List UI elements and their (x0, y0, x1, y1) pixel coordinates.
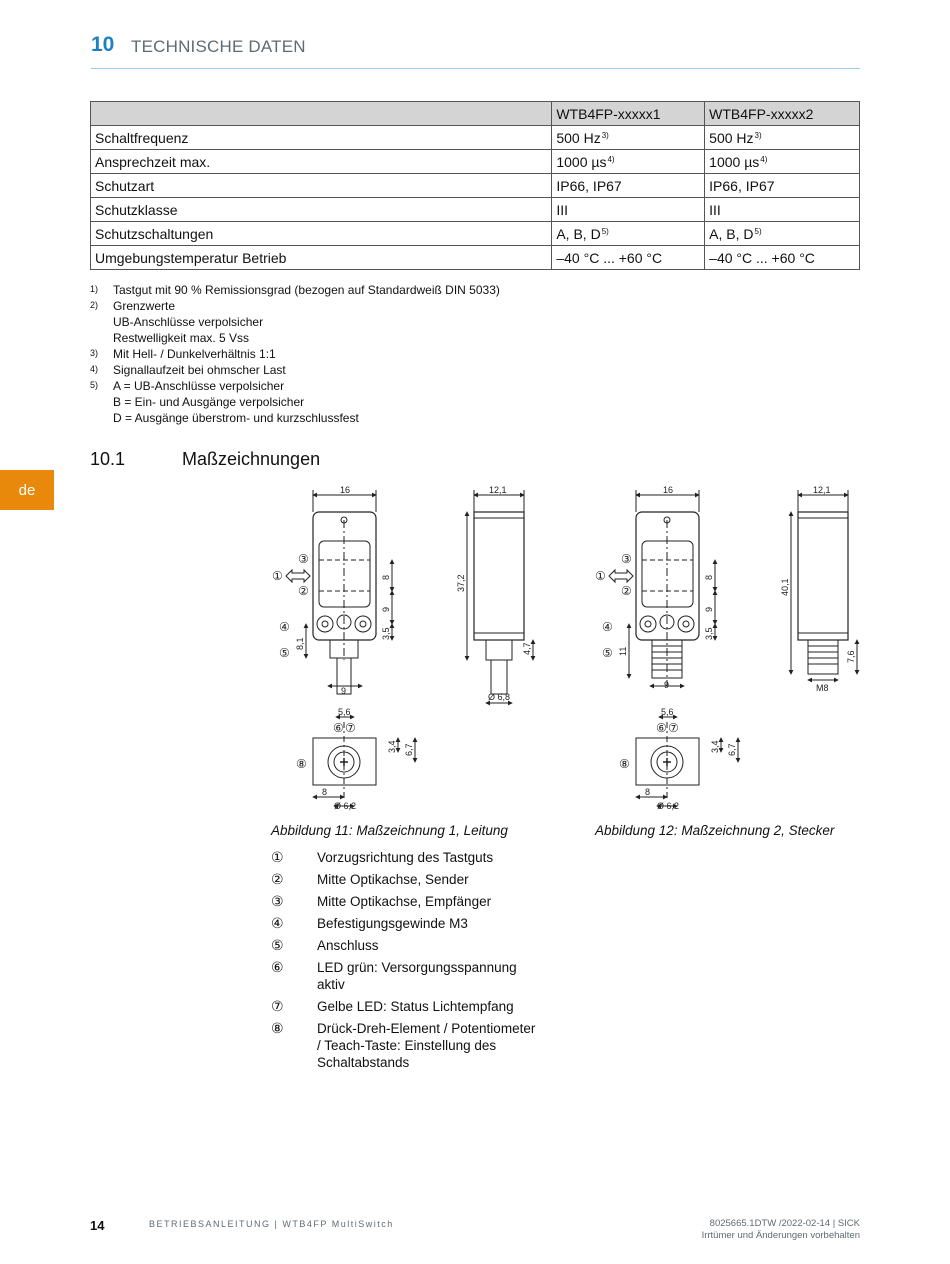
dim-label: 9 (341, 686, 347, 696)
callout-5: ⑤ (602, 646, 613, 660)
cell-value: –40 °C ... +60 °C (709, 249, 815, 266)
dim-label: 5,6 (338, 707, 351, 717)
footnote-number: 1) (90, 284, 99, 294)
dim-label: 8 (322, 787, 328, 797)
legend-item (271, 849, 541, 866)
dim-label: 16 (663, 485, 674, 495)
dim-label: 6,7 (404, 743, 414, 756)
dim-label: 40,1 (780, 578, 790, 596)
footnote-ref: 5) (601, 226, 609, 236)
legend-text: LED grün: Versorgungsspannung aktiv (317, 960, 517, 992)
footer-right (600, 1218, 860, 1242)
footnote-text: A = UB-Anschlüsse verpolsicher (113, 379, 285, 393)
legend-number: ④ (271, 915, 284, 931)
legend-item (271, 937, 541, 954)
cell-value: III (709, 201, 721, 218)
cell-value: 500 Hz (709, 129, 754, 146)
dim-label: Ø 6,8 (488, 692, 511, 702)
cell-value: A, B, D (709, 225, 754, 242)
footer-disclaimer: Irrtümer und Änderungen vorbehalten (701, 1230, 860, 1241)
callout-6: ⑥ (333, 721, 344, 735)
dim-label: 3,5 (381, 627, 391, 640)
footnote-number: 3) (90, 348, 99, 358)
chapter-title: TECHNISCHE DATEN (131, 37, 306, 56)
row-label: Schaltfrequenz (91, 126, 552, 150)
footnote-ref: 3) (601, 130, 609, 140)
callout-5: ⑤ (279, 646, 290, 660)
language-tab: de (0, 470, 54, 510)
footnote-number: 2) (90, 300, 99, 310)
footnote-text: Grenzwerte (113, 299, 176, 313)
callout-8: ⑧ (296, 757, 307, 771)
table-header-cell: WTB4FP-xxxxx2 (705, 102, 860, 126)
dim-label: 9 (664, 680, 670, 690)
legend-text: Vorzugsrichtung des Tastguts (317, 850, 494, 865)
legend-list (271, 849, 541, 1076)
legend-item (271, 959, 541, 993)
footnote-text: Restwelligkeit max. 5 Vss (113, 331, 250, 345)
cell-value: A, B, D (556, 225, 601, 242)
page-number: 14 (90, 1218, 105, 1233)
figure-caption-1: Abbildung 11: Maßzeichnung 1, Leitung (271, 823, 508, 838)
callout-3: ③ (298, 552, 309, 566)
dim-label: 7,6 (846, 650, 856, 663)
callout-4: ④ (602, 620, 613, 634)
footnote-text: UB-Anschlüsse verpolsicher (113, 315, 264, 329)
dim-label: 3,4 (387, 740, 397, 753)
legend-number: ③ (271, 893, 284, 909)
callout-3: ③ (621, 552, 632, 566)
cell-value: III (556, 201, 569, 218)
legend-text: Mitte Optikachse, Sender (317, 872, 469, 887)
legend-number: ⑧ (271, 1020, 284, 1036)
callout-4: ④ (279, 620, 290, 634)
legend-text: Anschluss (317, 938, 379, 953)
dim-label: 8 (645, 787, 651, 797)
row-label: Ansprechzeit max. (91, 150, 552, 174)
callout-7: ⑦ (668, 721, 679, 735)
row-label: Umgebungstemperatur Betrieb (91, 246, 552, 270)
fig2-top-view (636, 717, 738, 806)
dim-label: 9 (704, 606, 714, 612)
footnote-number: 4) (90, 364, 99, 374)
dim-label: 8,1 (295, 637, 305, 650)
footer-doc-title: BETRIEBSANLEITUNG | WTB4FP MultiSwitch (149, 1219, 394, 1229)
table-header-cell: WTB4FP-xxxxx1 (552, 102, 705, 126)
dim-label: 12,1 (813, 485, 831, 495)
cell-value: IP66, IP67 (709, 177, 775, 194)
callout-7: ⑦ (345, 721, 356, 735)
dim-label: 3,5 (704, 627, 714, 640)
callout-1: ① (595, 569, 606, 583)
footer-doc-id: 8025665.1DTW /2022-02-14 | SICK (709, 1218, 860, 1229)
legend-number: ⑤ (271, 937, 284, 953)
section-title: Maßzeichnungen (182, 449, 321, 469)
legend-number: ① (271, 849, 284, 865)
callout-1: ① (272, 569, 283, 583)
legend-number: ⑥ (271, 959, 284, 975)
legend-item (271, 915, 541, 932)
legend-item (271, 871, 541, 888)
callout-2: ② (298, 584, 309, 598)
cell-value: IP66, IP67 (556, 177, 622, 194)
footnote-ref: 5) (754, 226, 762, 236)
callout-6: ⑥ (656, 721, 667, 735)
dim-label: 12,1 (489, 485, 507, 495)
dim-label: M8 (816, 683, 829, 693)
dim-label: 11 (618, 646, 628, 656)
legend-item (271, 893, 541, 910)
legend-text: Gelbe LED: Status Lichtempfang (317, 999, 514, 1014)
dim-label: 16 (340, 485, 351, 495)
legend-text: Drück-Dreh-Element / Potentiometer / Teach-Taste: Einstellung des Schaltabstands (317, 1021, 536, 1070)
footnote-text: Signallaufzeit bei ohmscher Last (113, 363, 286, 377)
footnote-ref: 4) (760, 154, 768, 164)
legend-number: ② (271, 871, 284, 887)
dim-label: 8 (381, 574, 391, 580)
dim-label: 3,4 (710, 740, 720, 753)
row-label: Schutzschaltungen (91, 222, 552, 246)
fig1-side-view (467, 490, 533, 703)
dim-label: 8 (704, 574, 714, 580)
dim-label: 4,7 (522, 642, 532, 655)
legend-text: Befestigungsgewinde M3 (317, 916, 468, 931)
section-number: 10.1 (90, 449, 126, 469)
footnote-text: Tastgut mit 90 % Remissionsgrad (bezogen auf Standardweiß DIN 5033) (113, 283, 500, 297)
dim-label: 6,7 (727, 743, 737, 756)
cell-value: 500 Hz (556, 129, 601, 146)
footnote-ref: 4) (607, 154, 615, 164)
legend-text: Mitte Optikachse, Empfänger (317, 894, 492, 909)
figure-caption-2: Abbildung 12: Maßzeichnung 2, Stecker (595, 823, 835, 838)
dim-label: 5,6 (661, 707, 674, 717)
footnote-text: Mit Hell- / Dunkelverhältnis 1:1 (113, 347, 276, 361)
legend-number: ⑦ (271, 998, 284, 1014)
dim-label: 9 (381, 606, 391, 612)
footnote-number: 5) (90, 380, 99, 390)
cell-value: 1000 µs (709, 153, 760, 170)
callout-8: ⑧ (619, 757, 630, 771)
footnote-text: D = Ausgänge überstrom- und kurzschlussfest (113, 411, 359, 425)
footnote-ref: 3) (754, 130, 762, 140)
dim-label: 37,2 (456, 574, 466, 592)
row-label: Schutzklasse (91, 198, 552, 222)
footnote-text: B = Ein- und Ausgänge verpolsicher (113, 395, 305, 409)
cell-value: 1000 µs (556, 153, 607, 170)
row-label: Schutzart (91, 174, 552, 198)
legend-item (271, 1020, 541, 1071)
legend-item (271, 998, 541, 1015)
dim-label: Ø 6,2 (334, 801, 357, 811)
callout-2: ② (621, 584, 632, 598)
chapter-number: 10 (91, 33, 115, 56)
cell-value: –40 °C ... +60 °C (556, 249, 663, 266)
fig1-top-view (313, 717, 415, 806)
dim-label: Ø 6,2 (657, 801, 680, 811)
